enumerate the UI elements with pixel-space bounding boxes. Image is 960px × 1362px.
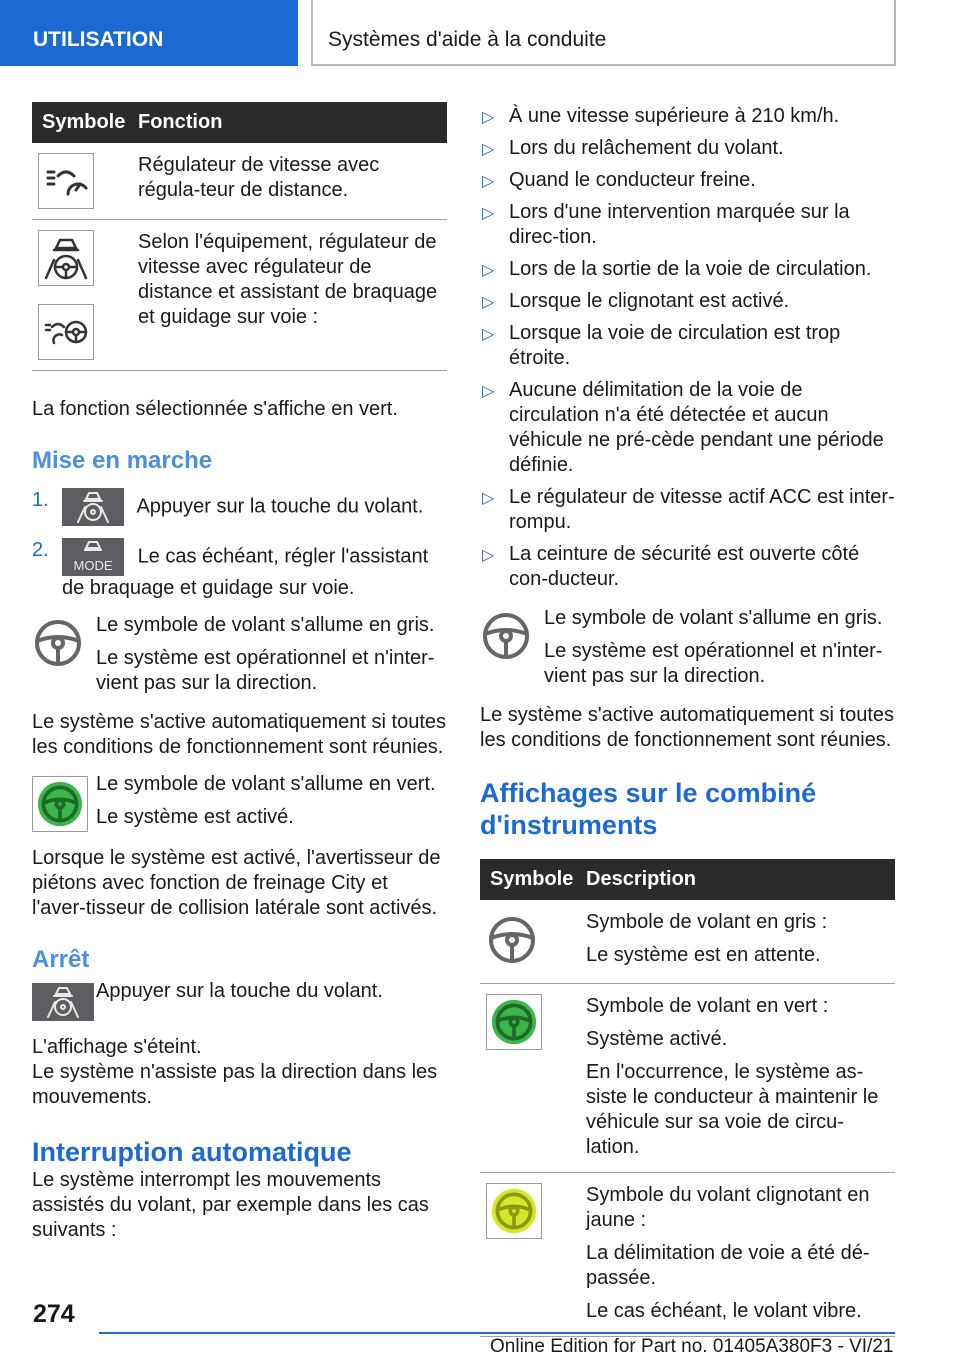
note-green-wheel — [32, 772, 447, 832]
table-row — [480, 1173, 895, 1337]
note-line: Appuyer sur la touche du volant. — [96, 980, 383, 1002]
steering-wheel-gray-icon — [486, 914, 538, 966]
note-line: Le système est opérationnel et n'inter-vient pas sur la direction. — [544, 640, 883, 687]
list-item: ▷ Lorsque la voie de circulation est trop étroite. — [482, 322, 841, 369]
off-instruction — [32, 979, 447, 1021]
table-header-symbol: Symbole — [32, 102, 128, 143]
heading-instrument-display: Affichages sur le combiné d'instruments — [480, 778, 817, 840]
bullet-marker: ▷ — [482, 205, 495, 222]
row-line: La délimitation de voie a été dé-passée. — [586, 1242, 870, 1289]
list-item: ▷ Aucune délimitation de la voie de circulation n'a été détectée et aucun véhicule ne pré-cède pendant une période définie. — [482, 379, 884, 476]
paragraph: Le système s'active automatiquement si toutes les conditions de fonctionnement sont réunies. — [480, 704, 895, 751]
note-line: Le symbole de volant s'allume en vert. — [96, 773, 436, 795]
list-item: ▷ La ceinture de sécurité est ouverte côté con-ducteur. — [482, 543, 860, 590]
chapter-title: Systèmes d'aide à la conduite — [311, 0, 896, 66]
note-line: Le système est activé. — [96, 806, 294, 828]
mode-label: MODE — [73, 558, 113, 573]
heading-auto-interrupt: Interruption automatique — [32, 1137, 352, 1167]
table-row — [32, 220, 447, 371]
row-line: Le système est en attente. — [586, 944, 821, 966]
list-item: ▷ Lorsque le clignotant est activé. — [480, 289, 895, 314]
bullet-marker: ▷ — [482, 490, 495, 507]
steering-wheel-button-icon — [62, 488, 124, 526]
paragraph: L'affichage s'éteint. — [32, 1036, 202, 1058]
bullet-marker: ▷ — [482, 109, 495, 126]
table-row — [480, 984, 895, 1173]
table-header-description: Description — [576, 859, 895, 900]
list-item: ▷ Le régulateur de vitesse actif ACC est inter-rompu. — [482, 486, 895, 533]
description-table — [480, 859, 895, 1337]
note-line: Le symbole de volant s'allume en gris. — [96, 614, 435, 636]
step-number: 2. — [32, 539, 49, 561]
row-line: Symbole de volant en vert : — [586, 995, 829, 1017]
note-gray-wheel — [32, 613, 447, 696]
paragraph: Lorsque le système est activé, l'avertisseur de piétons avec fonction de freinage City et l'aver-tisseur de collision latérale sont activés. — [32, 847, 441, 919]
bullet-marker: ▷ — [482, 326, 495, 343]
paragraph: Le système interrompt les mouvements assistés du volant, par exemple dans les cas suivants : — [32, 1169, 429, 1241]
bullet-marker: ▷ — [482, 294, 495, 311]
interrupt-conditions-list — [480, 104, 895, 592]
section-tab: UTILISATION — [0, 0, 298, 66]
row-line: En l'occurrence, le système as-siste le conducteur à maintenir le véhicule sur sa voie de circu-lation. — [586, 1061, 879, 1158]
list-item: ▷ Lors de la sortie de la voie de circulation. — [480, 257, 895, 282]
list-item: ▷ Lors du relâchement du volant. — [480, 136, 895, 161]
bullet-marker: ▷ — [482, 383, 495, 400]
row-line: Symbole du volant clignotant en jaune : — [586, 1184, 870, 1231]
step-2 — [32, 538, 447, 601]
steering-wheel-button-icon — [32, 983, 94, 1021]
function-table — [32, 102, 447, 371]
list-item: ▷ Quand le conducteur freine. — [480, 168, 895, 193]
steering-wheel-green-icon — [486, 994, 542, 1050]
footer-divider — [99, 1332, 895, 1334]
steering-wheel-gray-icon — [32, 617, 84, 669]
distance-steering-icon — [38, 304, 94, 360]
row-text: Selon l'équipement, régulateur de vitesse avec régulateur de distance et assistant de braquage et guidage sur voie : — [138, 231, 438, 328]
bullet-marker: ▷ — [482, 262, 495, 279]
table-row — [480, 900, 895, 984]
step-text: Appuyer sur la touche du volant. — [136, 495, 424, 518]
row-line: Le cas échéant, le volant vibre. — [586, 1300, 862, 1322]
page-header — [0, 0, 960, 66]
cruise-distance-icon — [38, 153, 94, 209]
step-text: Le cas échéant, régler l'assistant de braquage et guidage sur voie. — [62, 545, 429, 599]
heading-switch-off: Arrêt — [32, 946, 90, 973]
edition-note: Online Edition for Part no. 01405A380F3 - VI/21 — [490, 1336, 894, 1357]
bullet-marker: ▷ — [482, 547, 495, 564]
paragraph: Le système n'assiste pas la direction dans les mouvements. — [32, 1061, 438, 1108]
row-line: Symbole de volant en gris : — [586, 911, 828, 933]
table-header-function: Fonction — [128, 102, 447, 143]
step-number: 1. — [32, 489, 49, 511]
list-item: ▷ À une vitesse supérieure à 210 km/h. — [480, 104, 895, 129]
table-header-symbol: Symbole — [480, 859, 576, 900]
paragraph: Le système s'active automatiquement si toutes les conditions de fonctionnement sont réunies. — [32, 711, 447, 758]
paragraph: La fonction sélectionnée s'affiche en vert. — [32, 398, 398, 420]
right-column — [480, 104, 895, 1337]
note-line: Le système est opérationnel et n'inter-vient pas sur la direction. — [96, 647, 435, 694]
steering-wheel-green-icon — [32, 776, 88, 832]
step-1 — [32, 488, 447, 526]
mode-button-icon — [62, 538, 124, 576]
lane-steering-icon — [38, 230, 94, 286]
bullet-marker: ▷ — [482, 141, 495, 158]
heading-switch-on: Mise en marche — [32, 447, 213, 474]
note-gray-wheel — [480, 606, 895, 689]
row-line: Système activé. — [586, 1028, 728, 1050]
left-column — [32, 102, 447, 1243]
list-item: ▷ Lors d'une intervention marquée sur la direc-tion. — [482, 201, 850, 248]
table-row — [32, 143, 447, 220]
steering-wheel-gray-icon — [480, 610, 532, 662]
row-text: Régulateur de vitesse avec régula-teur de distance. — [138, 154, 380, 201]
bullet-marker: ▷ — [482, 173, 495, 190]
page-number: 274 — [33, 1300, 75, 1328]
note-line: Le symbole de volant s'allume en gris. — [544, 607, 883, 629]
steering-wheel-yellow-icon — [486, 1183, 542, 1239]
